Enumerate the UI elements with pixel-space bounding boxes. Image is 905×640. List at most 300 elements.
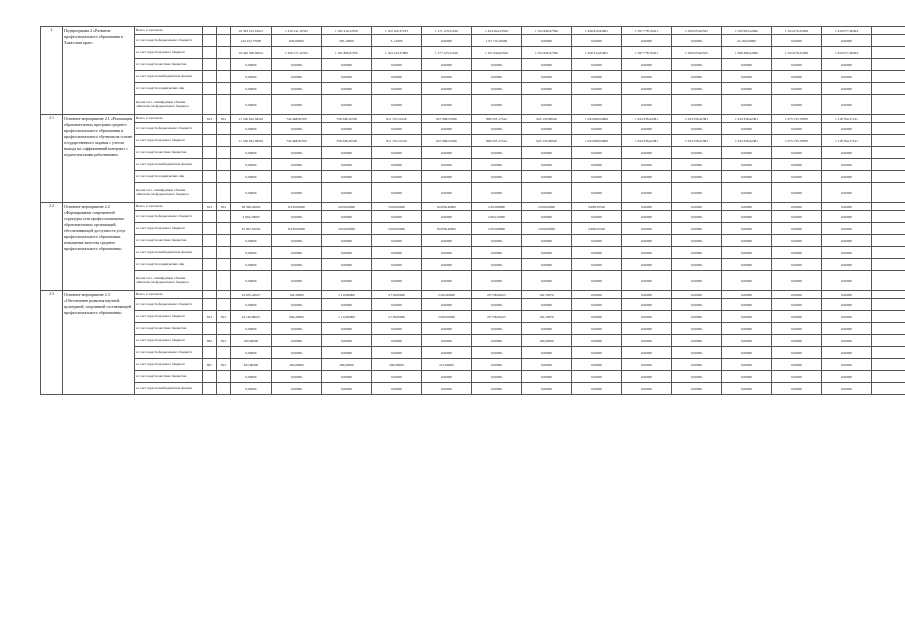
row-number: 2.2	[41, 203, 63, 291]
empty-cell	[872, 115, 905, 123]
year-amount: 8 430,00000	[272, 223, 322, 235]
year-amount: 5 000,00000	[372, 203, 422, 211]
section-code	[217, 347, 231, 359]
year-amount: 0,00000	[622, 171, 672, 183]
table-row	[41, 159, 905, 171]
table-row	[41, 183, 905, 203]
year-amount: 0,00000	[322, 171, 372, 183]
year-amount: 84 836,40000	[422, 223, 472, 235]
year-amount: 1 258 171,10352	[272, 47, 322, 59]
section-code	[217, 59, 231, 71]
empty-cell	[872, 95, 905, 115]
year-amount: 0,00000	[422, 335, 472, 347]
year-amount: 4 503,89890	[472, 203, 522, 211]
total-amount: 0,00000	[231, 59, 272, 71]
year-amount: 0,00000	[722, 83, 772, 95]
year-amount: 0,00000	[722, 211, 772, 223]
year-amount: 0,00000	[672, 183, 722, 203]
year-amount: 0,00000	[672, 335, 722, 347]
year-amount: 0,00000	[372, 59, 422, 71]
year-amount: 0,00000	[722, 311, 772, 323]
year-amount: 102,70070	[522, 291, 572, 299]
year-amount: 0,00000	[272, 183, 322, 203]
funding-source: Всего, в том числе	[135, 27, 203, 35]
year-amount: 0,00000	[272, 147, 322, 159]
year-amount: 0,00000	[722, 71, 772, 83]
year-amount: 1 619 077,46304	[822, 47, 872, 59]
year-amount: 0,00000	[372, 211, 422, 223]
year-amount: 0,00000	[772, 359, 822, 371]
total-amount: 0,00000	[231, 95, 272, 115]
year-amount: 2 604,70000	[472, 211, 522, 223]
year-amount: 0,00000	[572, 335, 622, 347]
year-amount: 0,00000	[272, 347, 322, 359]
section-code: 812	[217, 115, 231, 123]
total-amount: 0,00000	[231, 323, 272, 335]
year-amount: 0,00000	[422, 95, 472, 115]
year-amount: 0,00000	[422, 123, 472, 135]
year-amount: 0,00000	[472, 299, 522, 311]
year-amount: 0,00000	[372, 347, 422, 359]
section-code: 812	[217, 359, 231, 371]
table-row	[41, 211, 905, 223]
year-amount: 0,00000	[272, 83, 322, 95]
year-amount: 0,00000	[772, 59, 822, 71]
section-code	[217, 171, 231, 183]
year-amount: 0,00000	[272, 95, 322, 115]
section-code: 812	[217, 203, 231, 211]
year-amount: 0,00000	[672, 323, 722, 335]
table-row	[41, 47, 905, 59]
year-amount: 0,00000	[822, 83, 872, 95]
year-amount: 0,00000	[672, 147, 722, 159]
ministry-code	[203, 59, 217, 71]
year-amount: 1 034 358,42381	[672, 115, 722, 123]
funding-source: за счет средств федерального бюджета	[135, 347, 203, 359]
table-row	[41, 59, 905, 71]
year-amount: 0,00000	[572, 259, 622, 271]
section-code	[217, 123, 231, 135]
year-amount: 0,00000	[522, 235, 572, 247]
year-amount: 0,00000	[622, 259, 672, 271]
ministry-code	[203, 183, 217, 203]
year-amount: 0,00000	[472, 171, 522, 183]
year-amount: 0,00000	[472, 383, 522, 395]
year-amount: 0,00000	[822, 71, 872, 83]
year-amount: 0,00000	[672, 383, 722, 395]
funding-source: Кроме того, планируемые объемы обязательств федерального бюджета	[135, 271, 203, 291]
table-row	[41, 259, 905, 271]
year-amount: 0,00000	[322, 123, 372, 135]
year-amount: 212,60000	[422, 359, 472, 371]
section-code	[217, 183, 231, 203]
funding-source: Всего, в том числе	[135, 203, 203, 211]
year-amount: 0,00000	[272, 383, 322, 395]
total-amount: 34 635,45027	[231, 291, 272, 299]
year-amount: 0,00000	[572, 371, 622, 383]
table-row	[41, 135, 905, 147]
year-amount: 0,00000	[422, 247, 472, 259]
year-amount: 2 262,60000	[422, 291, 472, 299]
year-amount: 0,00000	[322, 335, 372, 347]
year-amount: 0,00000	[822, 59, 872, 71]
year-amount: 827 689,25566	[422, 115, 472, 123]
empty-cell	[872, 203, 905, 211]
year-amount: 0,00000	[272, 235, 322, 247]
year-amount: 0,00000	[472, 359, 522, 371]
year-amount: 0,00000	[822, 247, 872, 259]
total-amount: 11 330 262,58561	[231, 115, 272, 123]
year-amount: 1 500 623,92525	[672, 27, 722, 35]
year-amount: 843,00000	[272, 35, 322, 47]
year-amount: 0,00000	[472, 183, 522, 203]
year-amount: 0,00000	[722, 247, 772, 259]
year-amount: 1 619 077,46304	[822, 27, 872, 35]
year-amount: 0,00000	[422, 171, 472, 183]
year-amount: 0,00000	[372, 123, 422, 135]
year-amount: 0,00000	[672, 95, 722, 115]
year-amount: 1 523 670,25269	[772, 27, 822, 35]
year-amount: 0,00000	[522, 123, 572, 135]
ministry-code	[203, 271, 217, 291]
section-code	[217, 95, 231, 115]
year-amount: 0,00000	[622, 311, 672, 323]
year-amount: 0,00000	[622, 335, 672, 347]
year-amount: 0,00000	[472, 247, 522, 259]
year-amount: 0,00000	[372, 83, 422, 95]
year-amount: 0,00000	[672, 235, 722, 247]
year-amount: 0,00000	[422, 383, 472, 395]
year-amount: 0,00000	[822, 35, 872, 47]
year-amount: 0,00000	[722, 359, 772, 371]
row-number: 2.1	[41, 115, 63, 203]
funding-source: за счет средств краевого бюджета	[135, 311, 203, 323]
year-amount: 0,00000	[622, 159, 672, 171]
year-amount: 0,00000	[522, 35, 572, 47]
section-code	[217, 383, 231, 395]
year-amount: 0,00000	[472, 271, 522, 291]
year-amount: 0,00000	[572, 347, 622, 359]
funding-source: за счет средств внебюджетных фондов	[135, 159, 203, 171]
year-amount: 0,00000	[672, 247, 722, 259]
year-amount: 0,00000	[572, 123, 622, 135]
funding-source: за счет средств юридических лиц	[135, 83, 203, 95]
year-amount: 0,00000	[322, 347, 372, 359]
total-amount: 0,00000	[231, 183, 272, 203]
year-amount: 0,00000	[522, 347, 572, 359]
year-amount: 0,00000	[772, 171, 822, 183]
ministry-code	[203, 347, 217, 359]
year-amount: 0,00000	[622, 291, 672, 299]
year-amount: 0,00000	[822, 323, 872, 335]
ministry-code	[203, 247, 217, 259]
year-amount: 4 650,00000	[322, 203, 372, 211]
year-amount: 0,00000	[322, 211, 372, 223]
year-amount: 0,00000	[672, 347, 722, 359]
ministry-code: 863	[203, 335, 217, 347]
row-number: 2.3	[41, 291, 63, 395]
year-amount: 0,00000	[322, 71, 372, 83]
year-amount: 0,00000	[722, 371, 772, 383]
section-code	[217, 147, 231, 159]
year-amount: 0,00000	[522, 171, 572, 183]
ministry-code	[203, 323, 217, 335]
year-amount: 0,00000	[822, 299, 872, 311]
total-amount: 0,00000	[231, 259, 272, 271]
year-amount: 0,00000	[822, 271, 872, 291]
year-amount: 0,00000	[672, 159, 722, 171]
program-title: Основное мероприятие 2.1 «Реализация образовательных программ среднего профессионального образования и профессионального обучения на основе государственного задания с учетом выхода на «эффективный контракт» с педагогическими работниками»	[63, 115, 135, 203]
total-amount: 0,00000	[231, 159, 272, 171]
year-amount: 1 05 710,10000	[472, 35, 522, 47]
year-amount: 0,00000	[422, 299, 472, 311]
year-amount: 0,00000	[322, 247, 372, 259]
year-amount: 0,00000	[572, 271, 622, 291]
empty-cell	[872, 223, 905, 235]
year-amount: 102,20000	[272, 291, 322, 299]
empty-cell	[872, 299, 905, 311]
year-amount: 0,00000	[672, 171, 722, 183]
year-amount: 0,00000	[822, 335, 872, 347]
empty-cell	[872, 259, 905, 271]
funding-source: за счет средств внебюджетных фондов	[135, 71, 203, 83]
total-amount: 34 146,86027	[231, 311, 272, 323]
year-amount: 0,00000	[522, 299, 572, 311]
empty-cell	[872, 123, 905, 135]
year-amount: 4 988,32520	[572, 203, 622, 211]
empty-cell	[872, 271, 905, 291]
year-amount: 0,00000	[572, 383, 622, 395]
table-row	[41, 235, 905, 247]
ministry-code: 813	[203, 203, 217, 211]
ministry-code	[203, 71, 217, 83]
program-title: Основное мероприятие 2.2 «Формирование современной структуры сети профессиональных образовательных организаций, обеспечивающей доступность услуг профессионального образования, повышение качества среднего профессионального образования»	[63, 203, 135, 291]
year-amount: 1 597 778,70421	[622, 27, 672, 35]
empty-cell	[872, 71, 905, 83]
year-amount: 0,00000	[622, 183, 672, 203]
year-amount: 0,00000	[322, 83, 372, 95]
empty-cell	[872, 371, 905, 383]
section-code	[217, 271, 231, 291]
year-amount: 0,00000	[672, 83, 722, 95]
year-amount: 1 597 778,70421	[622, 47, 672, 59]
table-row	[41, 171, 905, 183]
year-amount: 0,00000	[772, 259, 822, 271]
year-amount: 0,00000	[272, 323, 322, 335]
year-amount: 0,00000	[772, 347, 822, 359]
funding-source: за счет средств краевого бюджета	[135, 135, 203, 147]
year-amount: 0,00000	[372, 299, 422, 311]
year-amount: 0,00000	[522, 71, 572, 83]
year-amount: 0,00000	[622, 359, 672, 371]
year-amount: 0,00000	[372, 235, 422, 247]
year-amount: 0,00000	[272, 271, 322, 291]
funding-source: Кроме того, планируемые объемы обязательств федерального бюджета	[135, 95, 203, 115]
empty-cell	[872, 383, 905, 395]
table-row	[41, 223, 905, 235]
year-amount: 0,00000	[622, 223, 672, 235]
year-amount: 0,00000	[522, 211, 572, 223]
section-code: 812	[217, 311, 231, 323]
year-amount: 889 255,17544	[472, 135, 522, 147]
year-amount: 0,00000	[472, 59, 522, 71]
year-amount: 1 112,80000	[322, 311, 372, 323]
year-amount: 0,00000	[422, 371, 472, 383]
year-amount: 0,00000	[622, 299, 672, 311]
year-amount: 0,00000	[822, 203, 872, 211]
year-amount: 0,00000	[522, 59, 572, 71]
year-amount: 0,00000	[772, 123, 822, 135]
year-amount: 0,00000	[722, 235, 772, 247]
year-amount: 0,00000	[322, 147, 372, 159]
year-amount: 0,00000	[772, 147, 822, 159]
year-amount: 0,00000	[822, 147, 872, 159]
total-amount: 812,60000	[231, 359, 272, 371]
year-amount: 0,00000	[772, 159, 822, 171]
year-amount: 0,00000	[722, 203, 772, 211]
year-amount: 0,00000	[372, 247, 422, 259]
empty-cell	[872, 335, 905, 347]
total-amount: 2 604,70000	[231, 211, 272, 223]
table-row	[41, 71, 905, 83]
row-number: 2	[41, 27, 63, 115]
year-amount: 0,00000	[822, 123, 872, 135]
year-amount: 102,70070	[522, 311, 572, 323]
year-amount: 0,00000	[722, 291, 772, 299]
year-amount: 0,00000	[472, 335, 522, 347]
year-amount: 0,00000	[372, 183, 422, 203]
year-amount: 0,00000	[572, 323, 622, 335]
table-row	[41, 383, 905, 395]
year-amount: 0,00000	[422, 347, 472, 359]
year-amount: 0,00000	[422, 323, 472, 335]
year-amount: 0,00000	[822, 311, 872, 323]
year-amount: 1 112,80000	[322, 291, 372, 299]
budget-table-sheet	[40, 26, 893, 395]
table-row	[41, 323, 905, 335]
year-amount: 0,00000	[272, 299, 322, 311]
year-amount: 0,00000	[822, 371, 872, 383]
year-amount: 0,00000	[372, 71, 422, 83]
total-amount: 0,00000	[231, 171, 272, 183]
year-amount: 20 738,06415	[472, 311, 522, 323]
table-row	[41, 83, 905, 95]
year-amount: 0,00000	[672, 359, 722, 371]
year-amount: 0,00000	[672, 259, 722, 271]
table-row	[41, 291, 905, 299]
year-amount: 0,00000	[572, 83, 622, 95]
year-amount: 0,00000	[722, 259, 772, 271]
section-code	[217, 323, 231, 335]
total-amount: 142 912,75000	[231, 35, 272, 47]
year-amount: 0,00000	[622, 247, 672, 259]
year-amount: 0,00000	[622, 83, 672, 95]
empty-cell	[872, 35, 905, 47]
ministry-code	[203, 371, 217, 383]
year-amount: 1 500 623,92525	[672, 47, 722, 59]
total-amount: 100,00000	[231, 335, 272, 347]
year-amount: 0,00000	[572, 147, 622, 159]
year-amount: 1 520 993,22840	[722, 27, 772, 35]
year-amount: 2 000,00000	[522, 203, 572, 211]
year-amount: 0,00000	[372, 335, 422, 347]
ministry-code	[203, 27, 217, 35]
year-amount: 0,00000	[572, 183, 622, 203]
year-amount: 0,00000	[522, 271, 572, 291]
year-amount: 0,00000	[372, 383, 422, 395]
year-amount: 0,00000	[622, 211, 672, 223]
year-amount: 0,00000	[422, 59, 472, 71]
funding-source: за счет средств местных бюджетов	[135, 371, 203, 383]
total-amount: 35 997,61050	[231, 223, 272, 235]
year-amount: 5 000,00000	[372, 223, 422, 235]
total-amount: 0,00000	[231, 147, 272, 159]
table-row	[41, 203, 905, 211]
year-amount: 0,00000	[672, 71, 722, 83]
year-amount: 0,00000	[472, 259, 522, 271]
empty-cell	[872, 291, 905, 299]
year-amount: 0,00000	[722, 59, 772, 71]
year-amount: 0,00000	[622, 347, 672, 359]
year-amount: 1 523 670,25269	[772, 47, 822, 59]
year-amount: 0,00000	[772, 211, 822, 223]
year-amount: 0,00000	[472, 71, 522, 83]
funding-source: за счет средств краевого бюджета	[135, 223, 203, 235]
empty-cell	[872, 347, 905, 359]
year-amount: 945 135,88549	[522, 135, 572, 147]
year-amount: 0,00000	[372, 171, 422, 183]
year-amount: 1 498 489,22840	[722, 47, 772, 59]
funding-source: Кроме того, планируемые объемы обязательств федерального бюджета	[135, 183, 203, 203]
year-amount: 1 043 868,04906	[572, 115, 622, 123]
year-amount: 0,00000	[572, 211, 622, 223]
year-amount: 0,00000	[822, 347, 872, 359]
funding-source: за счет средств внебюджетных фондов	[135, 383, 203, 395]
section-code	[217, 71, 231, 83]
empty-cell	[872, 47, 905, 59]
empty-cell	[872, 27, 905, 35]
section-code	[217, 291, 231, 299]
ministry-code	[203, 135, 217, 147]
year-amount: 0,00000	[722, 159, 772, 171]
year-amount: 0,00000	[572, 59, 622, 71]
year-amount: 4 503,89890	[472, 223, 522, 235]
year-amount: 22 104,00000	[722, 35, 772, 47]
ministry-code	[203, 47, 217, 59]
year-amount: 0,00000	[672, 311, 722, 323]
year-amount: 1 118 762,27121	[822, 135, 872, 147]
section-code	[217, 235, 231, 247]
total-amount: 0,00000	[231, 83, 272, 95]
year-amount: 0,00000	[472, 371, 522, 383]
section-code	[217, 27, 231, 35]
total-amount: 0,00000	[231, 371, 272, 383]
year-amount: 1 034 358,42381	[622, 115, 672, 123]
empty-cell	[872, 235, 905, 247]
year-amount: 0,00000	[272, 71, 322, 83]
year-amount: 0,00000	[722, 347, 772, 359]
year-amount: 0,00000	[272, 247, 322, 259]
year-amount: 1 118 762,27121	[822, 115, 872, 123]
funding-source: за счет средств местных бюджетов	[135, 59, 203, 71]
year-amount: 0,00000	[272, 211, 322, 223]
empty-cell	[872, 135, 905, 147]
ministry-code	[203, 211, 217, 223]
total-amount: 38 599,43950	[231, 203, 272, 211]
year-amount: 0,00000	[272, 335, 322, 347]
year-amount: 0,00000	[772, 223, 822, 235]
table-row	[41, 147, 905, 159]
